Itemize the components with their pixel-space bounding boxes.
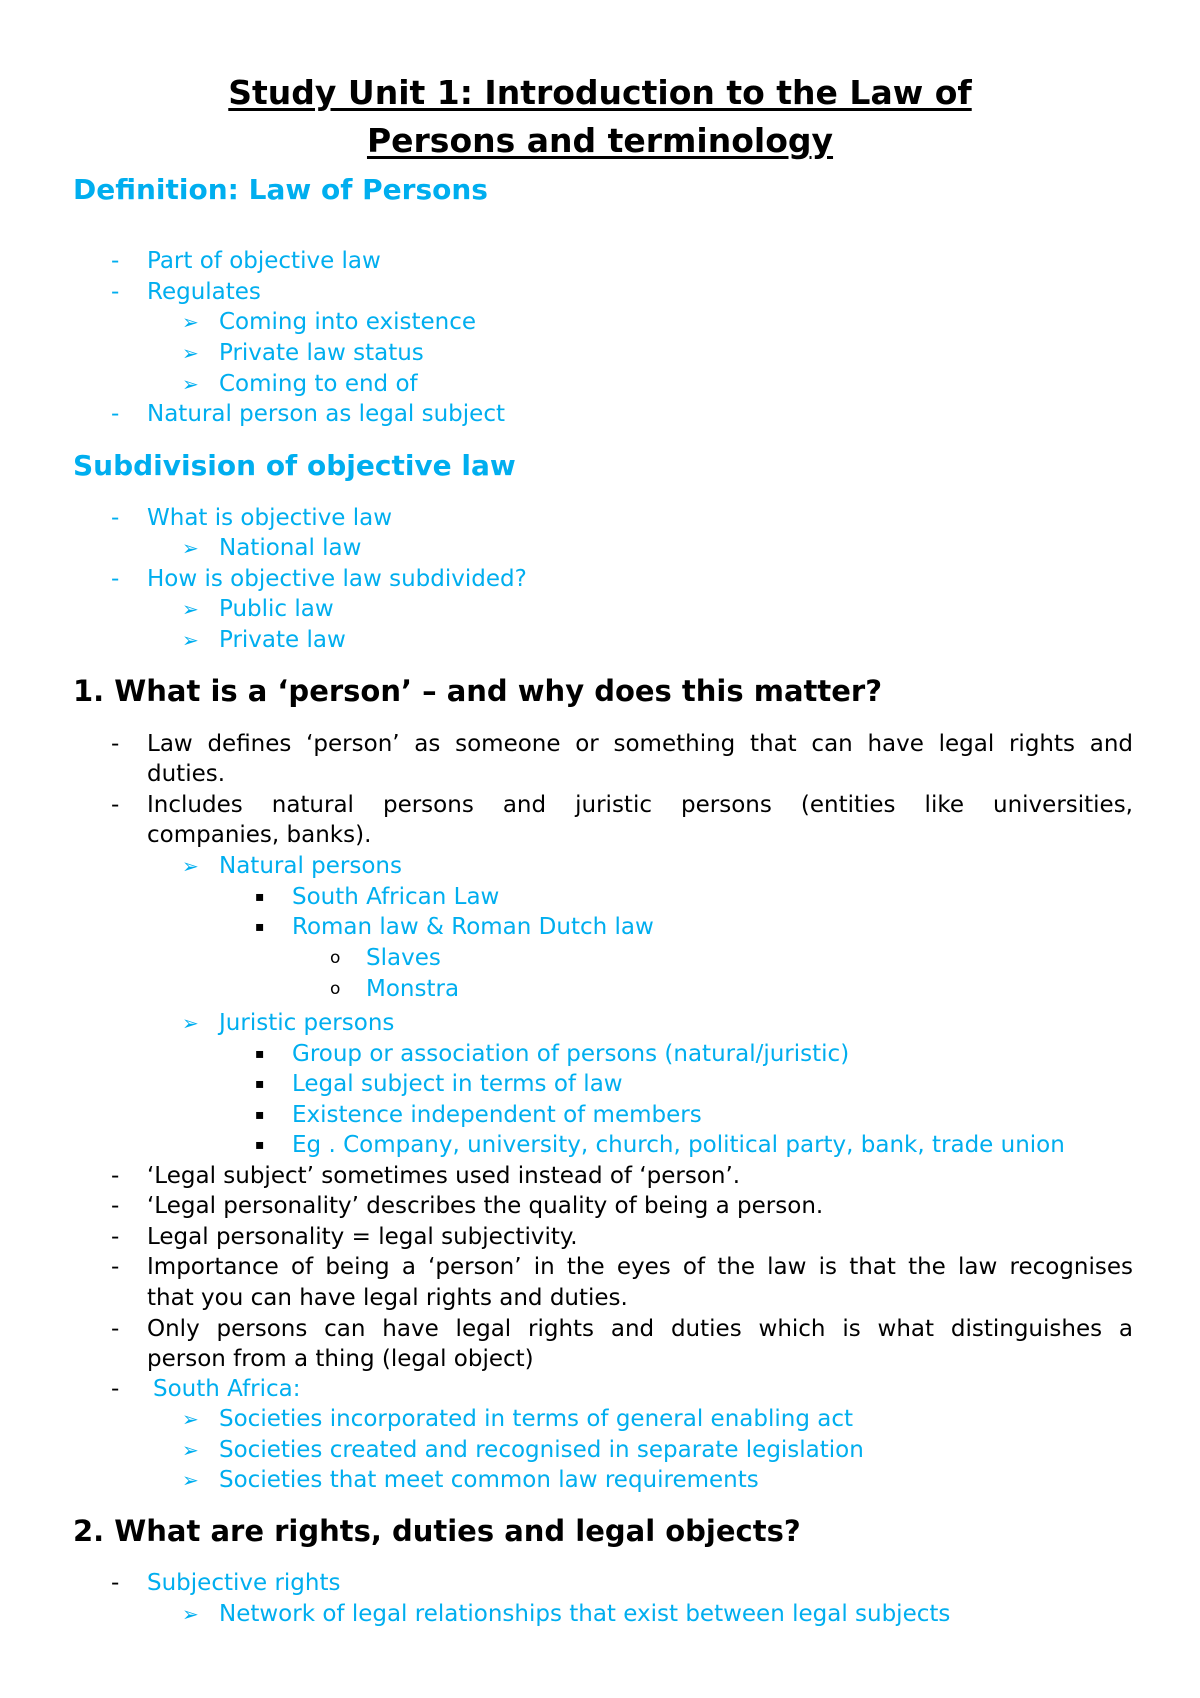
dash-bullet: - bbox=[111, 731, 120, 757]
dash-bullet: - bbox=[111, 401, 120, 427]
arrow-bullet-icon: ➢ bbox=[182, 341, 199, 365]
arrow-bullet-icon: ➢ bbox=[182, 1438, 199, 1462]
paragraph-line: person from a thing (legal object) bbox=[147, 1346, 534, 1372]
paragraph-line: companies, banks). bbox=[147, 822, 372, 848]
dash-bullet: - bbox=[111, 1163, 120, 1189]
list-item: Part of objective law bbox=[147, 248, 381, 274]
list-item: Private law bbox=[219, 627, 346, 653]
paragraph-line: duties. bbox=[147, 761, 226, 787]
paragraph-line: Legal personality = legal subjectivity. bbox=[147, 1224, 578, 1250]
dash-bullet: - bbox=[111, 792, 120, 818]
list-item: Coming into existence bbox=[219, 309, 477, 335]
list-item: Natural persons bbox=[219, 853, 402, 879]
list-item: Regulates bbox=[147, 279, 261, 305]
list-item: Legal subject in terms of law bbox=[292, 1071, 623, 1097]
dash-bullet: - bbox=[111, 566, 120, 592]
paragraph-line: that you can have legal rights and duties. bbox=[147, 1285, 628, 1311]
dash-bullet: - bbox=[111, 248, 120, 274]
list-item: Roman law & Roman Dutch law bbox=[292, 914, 654, 940]
paragraph-line: Law defines ‘person’ as someone or something that can have legal rights and bbox=[147, 731, 1133, 757]
paragraph-line: Importance of being a ‘person’ in the eyes of the law is that the law recognises bbox=[147, 1254, 1133, 1280]
list-item: Monstra bbox=[366, 976, 460, 1002]
dash-bullet: - bbox=[111, 1254, 120, 1280]
list-item: Societies incorporated in terms of general enabling act bbox=[219, 1406, 854, 1432]
paragraph-line: ‘Legal subject’ sometimes used instead of ‘person’. bbox=[147, 1163, 741, 1189]
dash-bullet: - bbox=[111, 1224, 120, 1250]
dash-bullet: - bbox=[111, 1193, 120, 1219]
page-title-line-1: Study Unit 1: Introduction to the Law of bbox=[228, 73, 972, 112]
list-item: Group or association of persons (natural/juristic) bbox=[292, 1041, 850, 1067]
list-item: South African Law bbox=[292, 884, 500, 910]
list-item: Juristic persons bbox=[219, 1010, 395, 1036]
page-title-line-2: Persons and terminology bbox=[366, 121, 834, 160]
list-item: Existence independent of members bbox=[292, 1102, 702, 1128]
list-item: What is objective law bbox=[147, 505, 393, 531]
list-item: Natural person as legal subject bbox=[147, 401, 505, 427]
list-item: How is objective law subdivided? bbox=[147, 566, 527, 592]
paragraph-line: Includes natural persons and juristic persons (entities like universities, bbox=[147, 792, 1133, 818]
square-bullet-icon: ▪ bbox=[255, 1107, 265, 1123]
list-item: Eg . Company, university, church, political party, bank, trade union bbox=[292, 1132, 1065, 1158]
list-item: South Africa: bbox=[153, 1376, 301, 1402]
list-item: Private law status bbox=[219, 340, 424, 366]
paragraph-line: ‘Legal personality’ describes the quality of being a person. bbox=[147, 1193, 824, 1219]
arrow-bullet-icon: ➢ bbox=[182, 1011, 199, 1035]
dash-bullet: - bbox=[111, 279, 120, 305]
square-bullet-icon: ▪ bbox=[255, 889, 265, 905]
list-item: Societies that meet common law requirements bbox=[219, 1467, 759, 1493]
square-bullet-icon: ▪ bbox=[255, 1046, 265, 1062]
paragraph-line: Only persons can have legal rights and duties which is what distinguishes a bbox=[147, 1316, 1133, 1342]
arrow-bullet-icon: ➢ bbox=[182, 1468, 199, 1492]
square-bullet-icon: ▪ bbox=[255, 919, 265, 935]
circle-bullet-icon: o bbox=[330, 979, 341, 999]
circle-bullet-icon: o bbox=[330, 948, 341, 968]
list-item: Coming to end of bbox=[219, 371, 418, 397]
arrow-bullet-icon: ➢ bbox=[182, 597, 199, 621]
list-item: Public law bbox=[219, 596, 334, 622]
arrow-bullet-icon: ➢ bbox=[182, 372, 199, 396]
arrow-bullet-icon: ➢ bbox=[182, 1407, 199, 1431]
list-item: Network of legal relationships that exist between legal subjects bbox=[219, 1601, 951, 1627]
list-item: National law bbox=[219, 535, 362, 561]
heading-rights-duties: 2. What are rights, duties and legal objects? bbox=[73, 1514, 801, 1548]
arrow-bullet-icon: ➢ bbox=[182, 310, 199, 334]
dash-bullet: - bbox=[111, 1316, 120, 1342]
list-item: Societies created and recognised in separate legislation bbox=[219, 1437, 864, 1463]
dash-bullet: - bbox=[111, 505, 120, 531]
dash-bullet: - bbox=[111, 1376, 120, 1402]
heading-what-is-person: 1. What is a ‘person’ – and why does this matter? bbox=[73, 674, 883, 708]
square-bullet-icon: ▪ bbox=[255, 1137, 265, 1153]
arrow-bullet-icon: ➢ bbox=[182, 628, 199, 652]
heading-definition: Definition: Law of Persons bbox=[73, 173, 488, 206]
arrow-bullet-icon: ➢ bbox=[182, 1602, 199, 1626]
arrow-bullet-icon: ➢ bbox=[182, 536, 199, 560]
arrow-bullet-icon: ➢ bbox=[182, 854, 199, 878]
heading-subdivision: Subdivision of objective law bbox=[73, 449, 516, 482]
square-bullet-icon: ▪ bbox=[255, 1076, 265, 1092]
dash-bullet: - bbox=[111, 1570, 120, 1596]
list-item: Subjective rights bbox=[147, 1570, 341, 1596]
list-item: Slaves bbox=[366, 945, 441, 971]
